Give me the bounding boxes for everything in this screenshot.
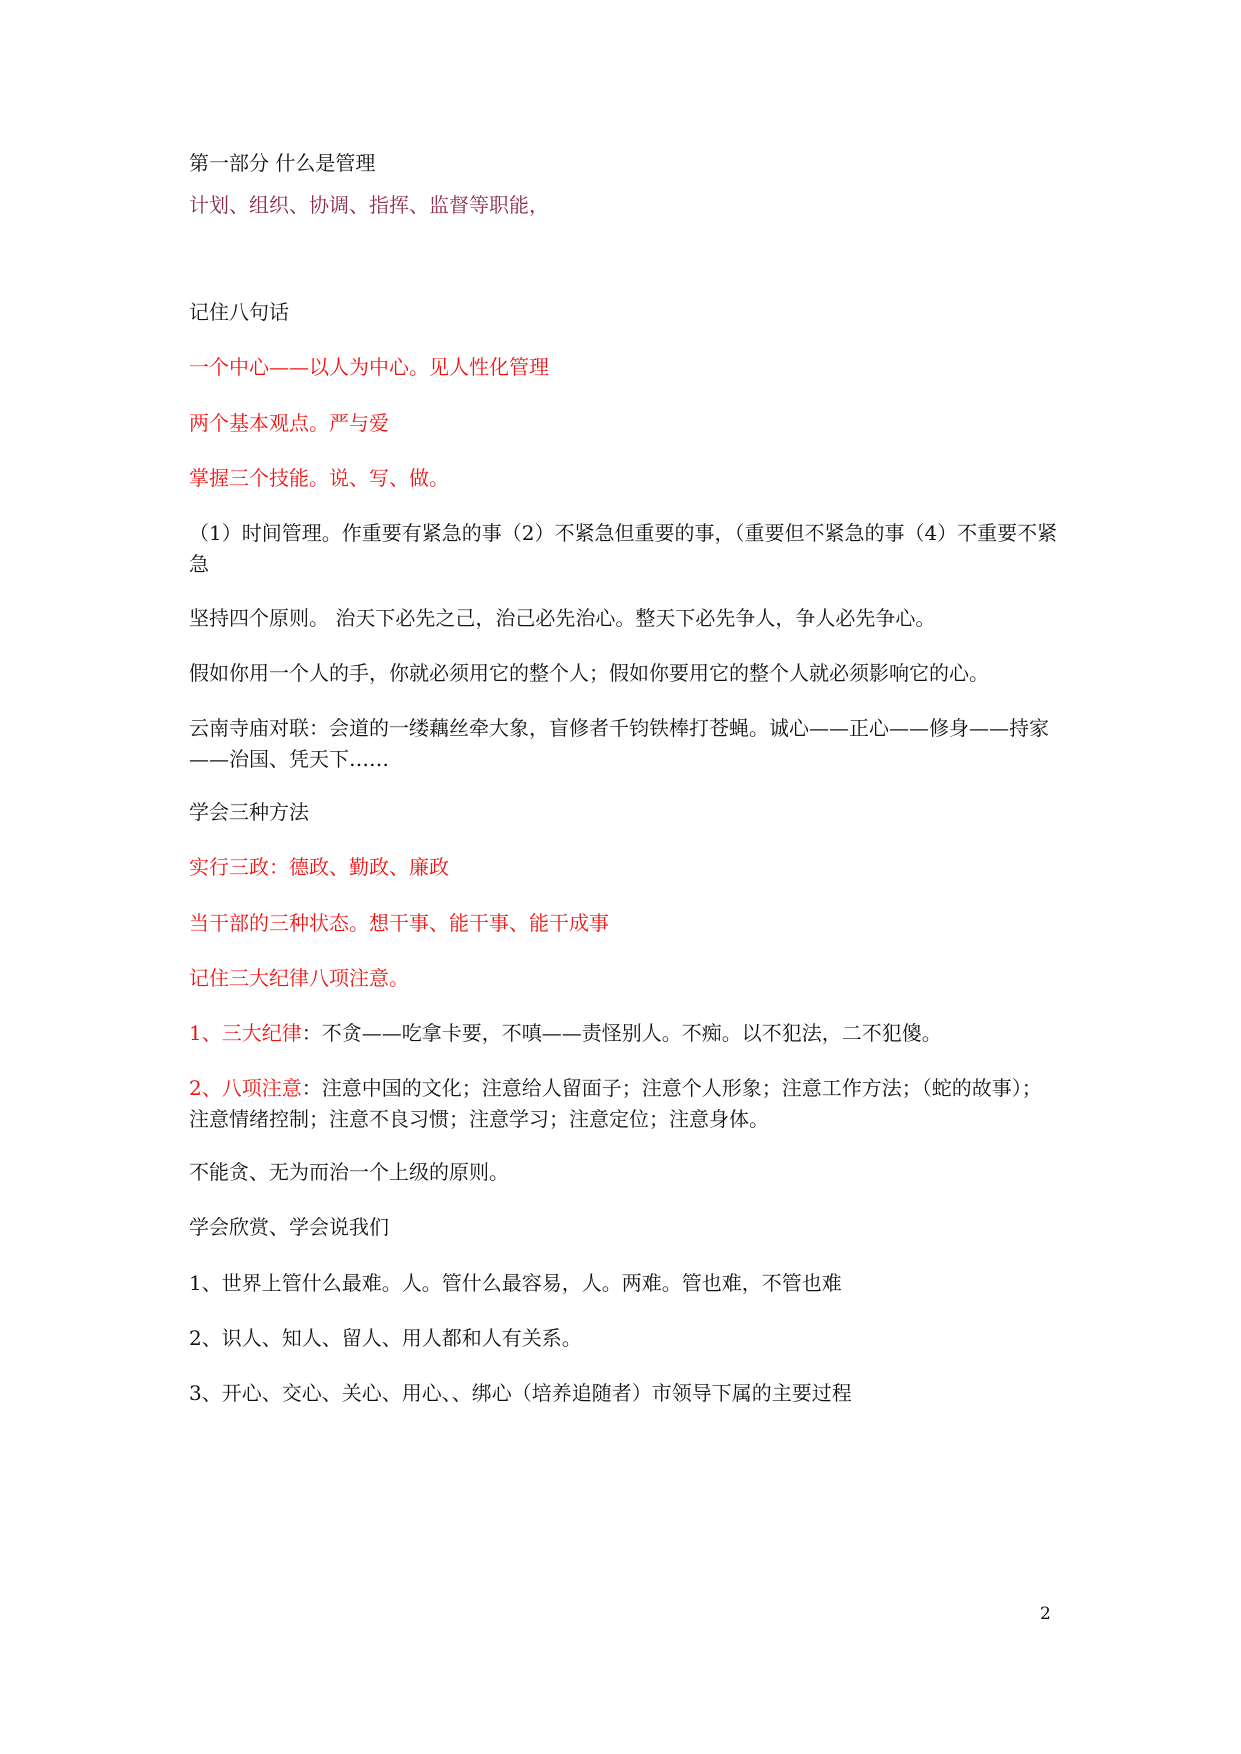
three-states-line: 当干部的三种状态。想干事、能干事、能干成事 [189,911,609,935]
four-principles-line: 坚持四个原则。 治天下必先之己，治己必先治心。整天下必先争人，争人必先争心。 [189,606,936,630]
discipline-1-line [189,1018,1059,1049]
section-heading: 第一部分 什么是管理 [189,151,376,175]
two-views-line: 两个基本观点。严与爱 [189,411,389,435]
page-number: 2 [1040,1604,1051,1624]
list-item-3: 3、开心、交心、关心、用心、、绑心（培养追随者）市领导下属的主要过程 [189,1381,852,1405]
three-politics-line: 实行三政：德政、勤政、廉政 [189,855,449,879]
appreciate-line: 学会欣赏、学会说我们 [189,1215,389,1239]
one-center-line: 一个中心——以人为中心。见人性化管理 [189,355,549,379]
discipline-title: 记住三大纪律八项注意。 [189,966,409,990]
three-methods-line: 学会三种方法 [189,800,309,824]
temple-couplet-paragraph: 云南寺庙对联：会道的一缕藕丝牵大象，盲修者千钧铁棒打苍蝇。诚心——正心——修身——持家——治国、凭天下…… [189,716,1049,771]
discipline-2-paragraph [189,1073,1059,1135]
discipline-2-text: ：注意中国的文化；注意给人留面子；注意个人形象；注意工作方法；（蛇的故事）；注意情绪控制；注意不良习惯；注意学习；注意定位；注意身体。 [189,1076,1042,1131]
management-functions: 计划、组织、协调、指挥、监督等职能， [189,193,549,217]
list-item-1: 1、世界上管什么最难。人。管什么最容易，人。两难。管也难，不管也难 [189,1271,842,1295]
eight-sentences-title: 记住八句话 [189,300,289,324]
list-item-2: 2、识人、知人、留人、用人都和人有关系。 [189,1326,582,1350]
discipline-1-label: 1、三大纪律 [189,1021,302,1045]
discipline-2-label: 2、八项注意 [189,1076,302,1100]
three-skills-line: 掌握三个技能。说、写、做。 [189,466,449,490]
no-greed-line: 不能贪、无为而治一个上级的原则。 [189,1160,509,1184]
discipline-1-text: ：不贪——吃拿卡要，不嗔——责怪别人。不痴。以不犯法，二不犯傻。 [301,1021,942,1045]
time-management-paragraph: （1）时间管理。作重要有紧急的事（2）不紧急但重要的事，（重要但不紧急的事（4）不重要不紧急 [189,521,1058,576]
hand-heart-line: 假如你用一个人的手，你就必须用它的整个人；假如你要用它的整个人就必须影响它的心。 [189,661,989,685]
